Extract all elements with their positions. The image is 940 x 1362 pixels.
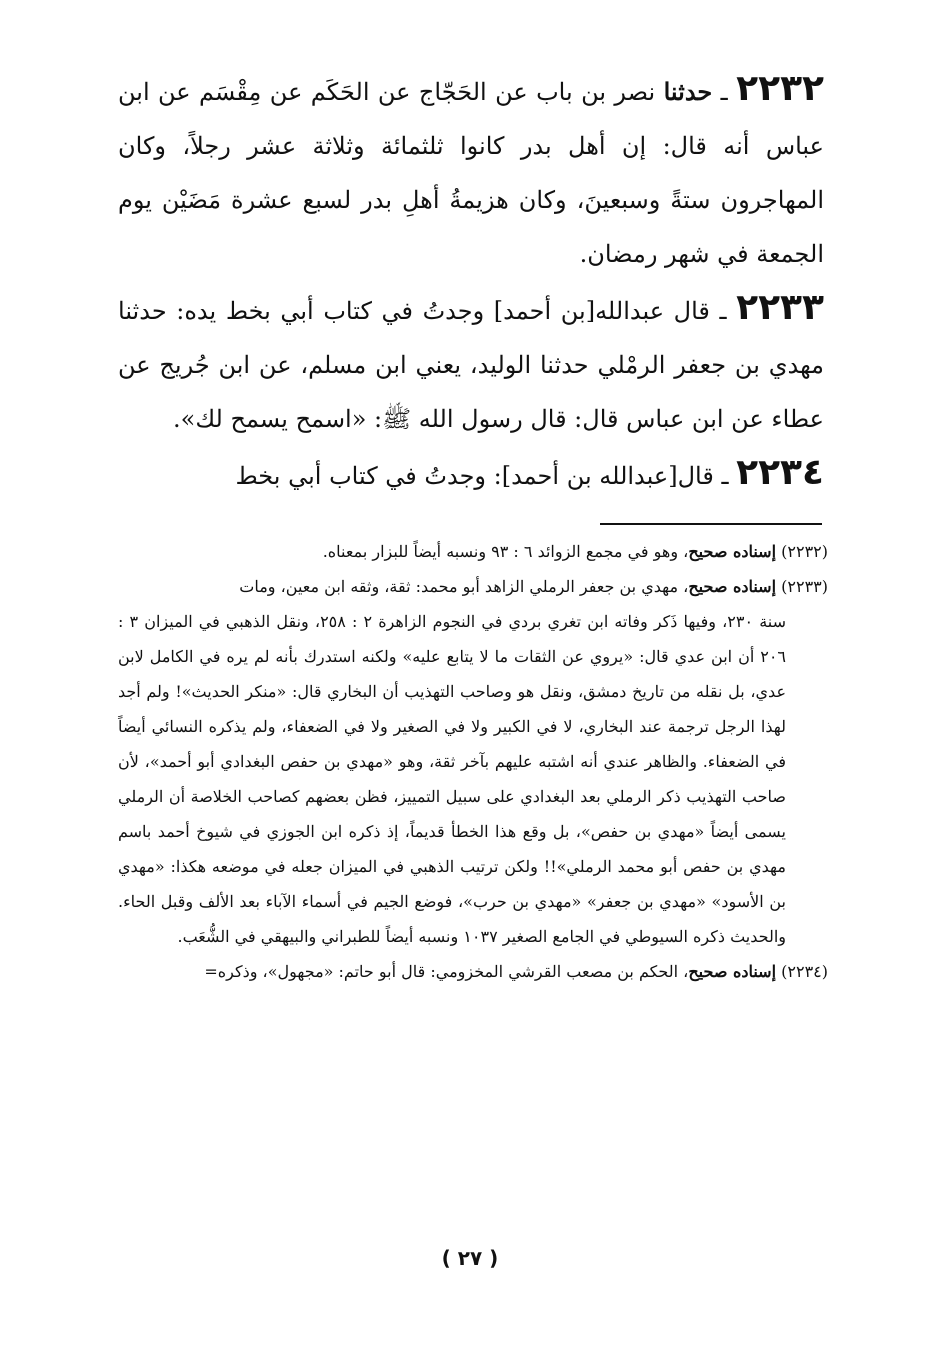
- hadith-text: قال[عبدالله بن أحمد]: وجدتُ في كتاب أبي بخط: [235, 462, 714, 490]
- footnote-number: (٢٢٣٢): [781, 542, 828, 561]
- hadith-2232: [118, 62, 824, 281]
- footnote-text: ، الحكم بن مصعب القرشي المخزومي: قال أبو حاتم: «مجهول»، وذكره=: [204, 962, 689, 981]
- footnotes: [118, 534, 828, 989]
- hadith-dash: ـ: [713, 462, 737, 490]
- footnote-number: (٢٢٣٣): [781, 577, 828, 596]
- footnote-number: (٢٢٣٤): [781, 962, 828, 981]
- footnote-2232: [118, 534, 828, 569]
- footnote-text: ، وهو في مجمع الزوائد ٦ : ٩٣ ونسبه أيضاً للبزار بمعناه.: [322, 542, 689, 561]
- footnote-bold: إسناده صحيح: [688, 577, 777, 596]
- main-text: [118, 62, 824, 503]
- hadith-number: ٢٢٣٤: [736, 452, 824, 493]
- hadith-text: نصر بن باب عن الحَجّاج عن الحَكَم عن مِقْسَم عن ابن عباس أنه قال: إن أهل بدر كانوا ثلثمائة وثلاثة عشر رجلاً، وكان المهاجرون ستةً وسبعينَ، وكان هزيمةُ أهلِ بدر لسبع عشرة مَضَيْن يوم الجمعة في شهر رمضان.: [118, 78, 824, 268]
- footnote-2233: [118, 569, 828, 604]
- hadith-dash: ـ: [709, 297, 737, 325]
- hadith-dash: ـ: [712, 78, 737, 106]
- hadith-number: ٢٢٣٢: [736, 68, 825, 109]
- footnote-text: ، مهدي بن جعفر الرملي الزاهد أبو محمد: ثقة، وثقه ابن معين، ومات: [239, 577, 689, 596]
- footnote-2234: [118, 954, 828, 989]
- footnote-separator: [600, 523, 822, 525]
- hadith-2234: [118, 446, 824, 503]
- hadith-number: ٢٢٣٣: [736, 287, 824, 328]
- footnote-bold: إسناده صحيح: [688, 962, 777, 981]
- hadith-2233: [118, 281, 824, 446]
- footnote-2233-continued: سنة ٢٣٠، وفيها ذَكر وفاته ابن تغري بردي في النجوم الزاهرة ٢ : ٢٥٨، ونقل الذهبي في الميزان ٣ : ٢٠٦ أن ابن عدي قال: «يروي عن الثقات ما لا يتابع عليه» ولكنه استدرك بأنه لم يره في الكامل لابن عدي، بل نقله من تاريخ دمشق، ونقل هو وصاحب التهذيب أن البخاري قال: «منكر الحديث»! ولم أجد لهذا الرجل ترجمة عند البخاري، لا في الكبير ولا في الصغير ولا في الضعفاء، ولم يذكره النسائي أيضاً في الضعفاء. والظاهر عندي أنه اشتبه عليهم بآخر ثقة، وهو «مهدي بن حفص البغدادي أبو أحمد»، لأن صاحب التهذيب ذكر الرملي بعد البغدادي على سبيل التمييز، فظن بعضهم كصاحب الخلاصة أن الرملي يسمى أيضاً «مهدي بن حفص»، بل وقع هذا الخطأ قديماً، إذ ذكره ابن الجوزي في شيوخ أحمد باسم مهدي بن حفص أبو محمد الرملي»!! ولكن ترتيب الذهبي في الميزان جعله في موضعه هكذا: «مهدي بن الأسود» «مهدي بن جعفر» «مهدي بن حرب»، فوضع الجيم في أسماء الآباء بعد الألف وقبل الحاء. والحديث ذكره السيوطي في الجامع الصغير ١٠٣٧ ونسبه أيضاً للطبراني والبيهقي في الشُّعَب.: [118, 612, 787, 946]
- hadith-lead: حدثنا: [663, 77, 713, 106]
- footnote-bold: إسناده صحيح: [688, 542, 777, 561]
- hadith-text: قال عبدالله[بن أحمد] وجدتُ في كتاب أبي بخط يده: حدثنا مهدي بن جعفر الرمْلي حدثنا الوليد، يعني ابن مسلم، عن ابن جُريج عن عطاء عن ابن عباس قال: قال رسول الله ﷺ: «اسمح يسمح لك».: [118, 297, 824, 433]
- page-number: ( ٢٧ ): [441, 1246, 499, 1270]
